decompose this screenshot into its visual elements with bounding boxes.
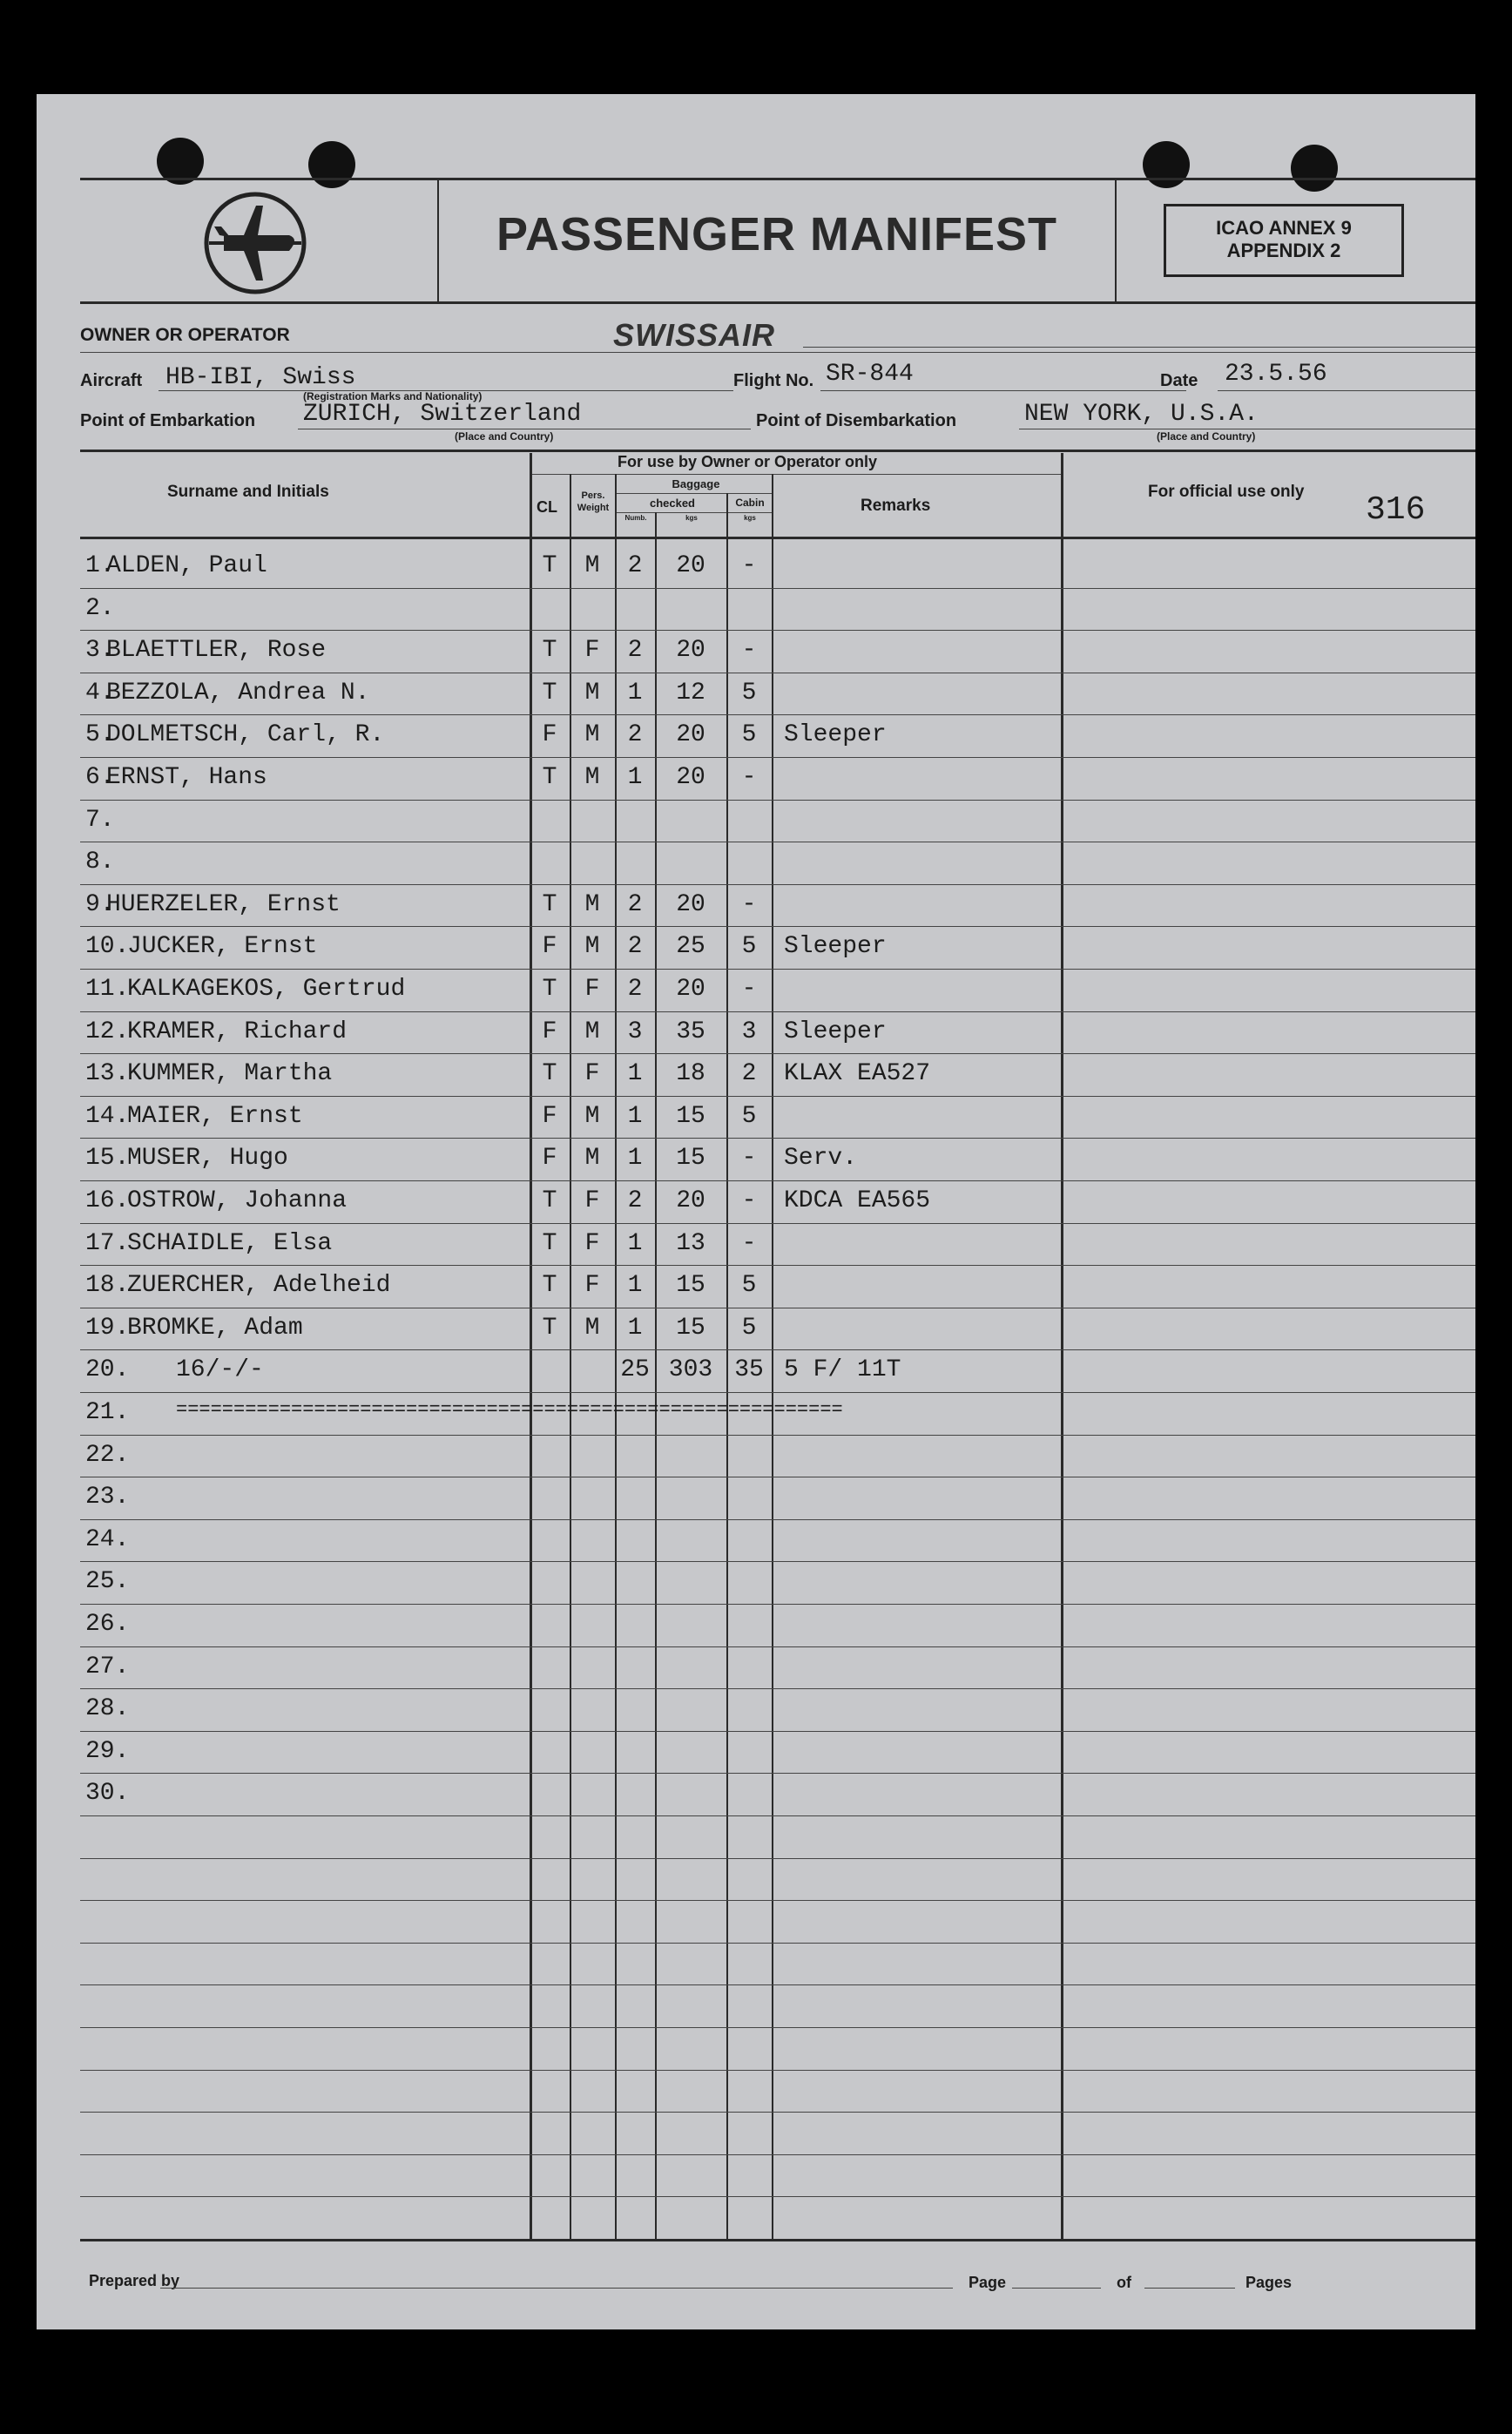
pages-label: Pages [1245, 2274, 1293, 2291]
row-number: 18. [85, 1272, 130, 1300]
row-rule [80, 1349, 1475, 1350]
row-number: 13. [85, 1060, 130, 1088]
table-row [37, 928, 1475, 970]
blank-rule [80, 2070, 1475, 2071]
blank-rule [80, 1943, 1475, 1944]
cell-n: 1 [627, 764, 643, 791]
table-row [37, 1521, 1475, 1564]
cell-w: F [584, 1187, 600, 1214]
col-numb: Numb. [624, 514, 647, 522]
embark-sub: (Place and Country) [455, 430, 554, 443]
row-rule [80, 800, 1475, 801]
passenger-name: HUERZELER, Ernst [106, 890, 341, 918]
blank-rule [80, 1984, 1475, 1985]
row-number: 8. [85, 849, 115, 876]
cell-cab: 5 [741, 1314, 757, 1342]
cell-w: M [584, 1145, 600, 1173]
row-number: 14. [85, 1102, 130, 1130]
row-number: 19. [85, 1314, 130, 1342]
row-number: 21. [85, 1399, 130, 1426]
row-rule [80, 1688, 1475, 1689]
cell-cab: - [741, 552, 757, 579]
cell-n: 1 [627, 1272, 643, 1300]
row-number: 28. [85, 1695, 130, 1723]
prepared-by-label: Prepared by [89, 2272, 180, 2289]
cell-w: M [584, 721, 600, 749]
cell-cl: F [542, 1102, 557, 1130]
passenger-name: JUCKER, Ernst [127, 933, 318, 961]
passenger-name: KRAMER, Richard [127, 1018, 348, 1045]
table-row [37, 1182, 1475, 1225]
cell-n: 3 [627, 1018, 643, 1045]
table-row [37, 632, 1475, 674]
cell-n: 1 [627, 1102, 643, 1130]
row-number: 4. [85, 679, 115, 707]
row-rule [80, 1180, 1475, 1181]
airline-name: SWISSAIR [613, 317, 776, 353]
row-number: 11. [85, 976, 130, 1003]
passenger-name: DOLMETSCH, Carl, R. [106, 721, 385, 749]
table-row [37, 1267, 1475, 1309]
date-label: Date [1160, 371, 1198, 390]
row-rule [80, 757, 1475, 758]
cell-w: M [584, 679, 600, 707]
cell-kg: 15 [676, 1102, 705, 1130]
cell-remarks: 5 F/ 11T [784, 1356, 901, 1384]
official-use-label: For official use only [1148, 483, 1305, 501]
row-number: 2. [85, 594, 115, 622]
table-row [37, 801, 1475, 844]
cell-w: M [584, 764, 600, 791]
owner-use-header: For use by Owner or Operator only [617, 453, 878, 470]
cell-cab: 5 [741, 1272, 757, 1300]
passenger-name: MAIER, Ernst [127, 1102, 303, 1130]
cell-kg: 18 [676, 1060, 705, 1088]
cell-n: 1 [627, 1314, 643, 1342]
flight-value: SR-844 [826, 361, 914, 388]
table-row [37, 547, 1475, 590]
cell-cab: - [741, 1145, 757, 1173]
cell-kg: 303 [668, 1356, 713, 1384]
row-number: 5. [85, 721, 115, 749]
row-rule [80, 714, 1475, 715]
passenger-name: 16/-/- [176, 1356, 264, 1384]
cell-w: F [584, 637, 600, 665]
cell-cab: - [741, 976, 757, 1003]
cell-remarks: KDCA EA565 [784, 1187, 931, 1214]
punch-hole [1291, 145, 1338, 192]
form-title: PASSENGER MANIFEST [496, 208, 1058, 260]
table-row [37, 1055, 1475, 1098]
passenger-name: BROMKE, Adam [127, 1314, 303, 1342]
cell-kg: 15 [676, 1272, 705, 1300]
cell-cab: - [741, 890, 757, 918]
table-row [37, 1394, 1475, 1437]
cell-n: 2 [627, 721, 643, 749]
table-row [37, 590, 1475, 632]
cell-cab: 3 [741, 1018, 757, 1045]
cell-n: 1 [627, 679, 643, 707]
blank-rule [80, 2027, 1475, 2028]
aircraft-label: Aircraft [80, 371, 143, 390]
cell-n: 25 [620, 1356, 650, 1384]
page-label: Page [969, 2274, 1007, 2291]
table-row [37, 716, 1475, 759]
table-row [37, 1606, 1475, 1648]
cell-kg: 20 [676, 637, 705, 665]
cell-w: F [584, 1229, 600, 1257]
cell-cab: 5 [741, 721, 757, 749]
row-rule [80, 1096, 1475, 1097]
passenger-name: ========================================================== [176, 1399, 843, 1421]
cell-kg: 20 [676, 552, 705, 579]
row-number: 15. [85, 1145, 130, 1173]
cell-n: 2 [627, 933, 643, 961]
row-rule [80, 1773, 1475, 1774]
row-number: 12. [85, 1018, 130, 1045]
cell-remarks: Sleeper [784, 1018, 887, 1045]
cell-w: M [584, 1314, 600, 1342]
flight-label: Flight No. [733, 371, 814, 390]
row-number: 26. [85, 1611, 130, 1638]
of-label: of [1117, 2274, 1131, 2291]
row-rule [80, 926, 1475, 927]
cell-remarks: KLAX EA527 [784, 1060, 931, 1088]
row-rule [80, 1011, 1475, 1012]
table-row [37, 1648, 1475, 1691]
cell-n: 2 [627, 890, 643, 918]
passenger-name: ALDEN, Paul [106, 552, 267, 579]
cell-kg: 12 [676, 679, 705, 707]
cell-cl: F [542, 1145, 557, 1173]
cell-cab: - [741, 1229, 757, 1257]
col-baggage: Baggage [672, 477, 720, 490]
blank-rule [80, 1858, 1475, 1859]
table-row [37, 886, 1475, 929]
punch-hole [1143, 141, 1190, 188]
table-row [37, 1351, 1475, 1394]
annex-box [1164, 204, 1404, 277]
cell-w: M [584, 1018, 600, 1045]
row-number: 7. [85, 806, 115, 834]
row-number: 22. [85, 1441, 130, 1469]
row-number: 27. [85, 1653, 130, 1680]
sheet-number: 316 [1366, 491, 1426, 529]
manifest-sheet [37, 94, 1475, 2329]
cell-kg: 15 [676, 1145, 705, 1173]
row-rule [80, 1731, 1475, 1732]
cell-cab: 5 [741, 679, 757, 707]
row-number: 3. [85, 637, 115, 665]
cell-cab: 2 [741, 1060, 757, 1088]
cell-n: 2 [627, 637, 643, 665]
passenger-name: ZUERCHER, Adelheid [127, 1272, 391, 1300]
annex-line-2: APPENDIX 2 [1226, 240, 1341, 261]
row-rule [80, 1392, 1475, 1393]
cell-kg: 20 [676, 890, 705, 918]
cell-cab: - [741, 1187, 757, 1214]
table-row [37, 1309, 1475, 1352]
table-row [37, 1690, 1475, 1733]
table-row [37, 1478, 1475, 1521]
col-checked: checked [649, 497, 696, 510]
col-remarks: Remarks [861, 497, 931, 515]
embark-label: Point of Embarkation [80, 411, 256, 430]
cell-kg: 20 [676, 1187, 705, 1214]
annex-line-1: ICAO ANNEX 9 [1216, 217, 1352, 239]
cell-n: 2 [627, 552, 643, 579]
blank-rule [80, 2196, 1475, 2197]
col-cabin: Cabin [735, 497, 765, 509]
row-rule [80, 1815, 1475, 1816]
row-number: 30. [85, 1780, 130, 1808]
cell-kg: 20 [676, 976, 705, 1003]
cell-n: 2 [627, 1187, 643, 1214]
table-row [37, 1098, 1475, 1140]
passenger-name: BEZZOLA, Andrea N. [106, 679, 370, 707]
cell-remarks: Sleeper [784, 933, 887, 961]
cell-cl: T [542, 1187, 557, 1214]
passenger-name: OSTROW, Johanna [127, 1187, 348, 1214]
cell-w: M [584, 890, 600, 918]
cell-cl: T [542, 1229, 557, 1257]
passenger-name: SCHAIDLE, Elsa [127, 1229, 333, 1257]
cell-cl: F [542, 721, 557, 749]
cell-n: 1 [627, 1229, 643, 1257]
cell-n: 1 [627, 1145, 643, 1173]
cell-cl: T [542, 679, 557, 707]
punch-hole [308, 141, 355, 188]
passenger-name: KALKAGEKOS, Gertrud [127, 976, 406, 1003]
col-pers-weight: Pers. Weight [577, 490, 610, 513]
table-row [37, 674, 1475, 717]
date-value: 23.5.56 [1225, 361, 1327, 388]
row-number: 29. [85, 1737, 130, 1765]
passenger-name: BLAETTLER, Rose [106, 637, 327, 665]
row-rule [80, 1561, 1475, 1562]
cell-cl: T [542, 764, 557, 791]
row-rule [80, 1646, 1475, 1647]
table-row [37, 1013, 1475, 1056]
cell-w: F [584, 976, 600, 1003]
row-rule [80, 1053, 1475, 1054]
cell-cl: T [542, 976, 557, 1003]
table-row [37, 1437, 1475, 1479]
table-row [37, 759, 1475, 801]
cell-kg: 15 [676, 1314, 705, 1342]
col-surname: Surname and Initials [167, 483, 329, 501]
row-number: 17. [85, 1229, 130, 1257]
cell-w: F [584, 1060, 600, 1088]
cell-cl: F [542, 1018, 557, 1045]
table-row [37, 843, 1475, 886]
row-rule [80, 884, 1475, 885]
cell-cab: 5 [741, 933, 757, 961]
disembark-label: Point of Disembarkation [756, 411, 957, 430]
passenger-name: ERNST, Hans [106, 764, 267, 791]
cell-kg: 20 [676, 721, 705, 749]
row-number: 1. [85, 552, 115, 579]
cell-w: M [584, 933, 600, 961]
cell-cab: 5 [741, 1102, 757, 1130]
row-rule [80, 1604, 1475, 1605]
cell-w: F [584, 1272, 600, 1300]
row-rule [80, 1138, 1475, 1139]
row-number: 25. [85, 1568, 130, 1596]
table-row [37, 1563, 1475, 1606]
row-rule [80, 1435, 1475, 1436]
aircraft-sub: (Registration Marks and Nationality) [303, 390, 483, 402]
col-kgs: kgs [685, 514, 698, 522]
cell-remarks: Serv. [784, 1145, 858, 1173]
table-row [37, 1733, 1475, 1775]
col-kgs-cabin: kgs [744, 514, 756, 522]
cell-cl: T [542, 1060, 557, 1088]
cell-w: M [584, 1102, 600, 1130]
disembark-value: NEW YORK, U.S.A. [1024, 401, 1259, 428]
cell-cl: T [542, 637, 557, 665]
embark-value: ZURICH, Switzerland [303, 401, 582, 428]
row-rule [80, 1265, 1475, 1266]
table-row [37, 1775, 1475, 1817]
table-row [37, 970, 1475, 1013]
cell-cl: F [542, 933, 557, 961]
row-number: 6. [85, 764, 115, 791]
row-number: 16. [85, 1187, 130, 1214]
cell-cab: - [741, 764, 757, 791]
cell-n: 2 [627, 976, 643, 1003]
col-cl: CL [537, 498, 557, 516]
owner-label: OWNER OR OPERATOR [80, 325, 290, 345]
row-rule [80, 1223, 1475, 1224]
row-number: 20. [85, 1356, 130, 1384]
blank-rule [80, 1900, 1475, 1901]
row-rule [80, 1519, 1475, 1520]
cell-remarks: Sleeper [784, 721, 887, 749]
cell-n: 1 [627, 1060, 643, 1088]
blank-rule [80, 2112, 1475, 2113]
row-number: 24. [85, 1525, 130, 1553]
passenger-name: MUSER, Hugo [127, 1145, 288, 1173]
cell-cl: T [542, 1314, 557, 1342]
blank-rule [80, 2154, 1475, 2155]
row-rule [80, 588, 1475, 589]
cell-cl: T [542, 1272, 557, 1300]
cell-cab: - [741, 637, 757, 665]
cell-kg: 35 [676, 1018, 705, 1045]
cell-kg: 20 [676, 764, 705, 791]
cell-w: M [584, 552, 600, 579]
row-number: 23. [85, 1484, 130, 1511]
row-number: 10. [85, 933, 130, 961]
cell-kg: 25 [676, 933, 705, 961]
cell-cab: 35 [734, 1356, 764, 1384]
table-row [37, 1139, 1475, 1182]
airline-logo-icon [202, 190, 308, 296]
aircraft-value: HB-IBI, Swiss [165, 364, 356, 391]
row-number: 9. [85, 890, 115, 918]
cell-cl: T [542, 552, 557, 579]
passenger-name: KUMMER, Martha [127, 1060, 333, 1088]
row-rule [80, 630, 1475, 631]
cell-kg: 13 [676, 1229, 705, 1257]
cell-cl: T [542, 890, 557, 918]
row-rule [80, 969, 1475, 970]
table-row [37, 1225, 1475, 1268]
disembark-sub: (Place and Country) [1157, 430, 1256, 443]
